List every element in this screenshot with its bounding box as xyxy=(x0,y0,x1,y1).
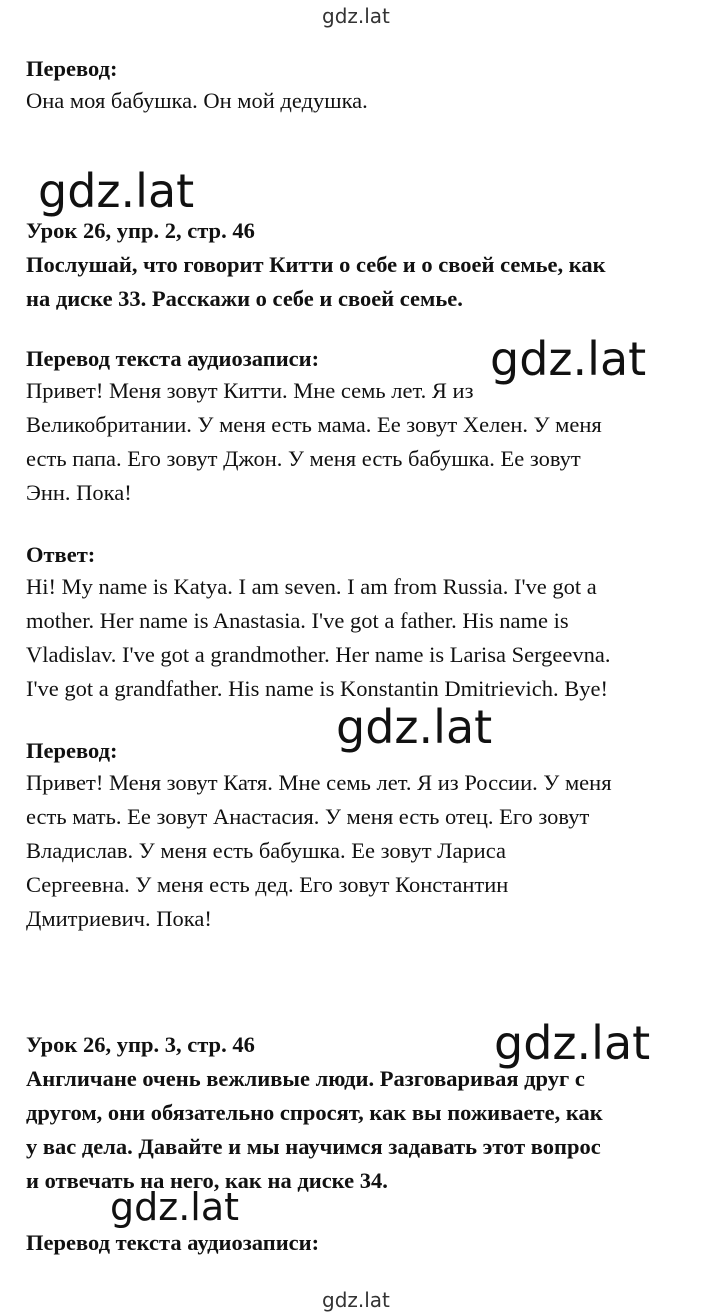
lesson2-translation-line: Владислав. У меня есть бабушка. Ее зовут Лариса xyxy=(26,838,506,863)
watermark-overlay: gdz.lat xyxy=(336,700,493,754)
lesson3-task-line: и отвечать на него, как на диске 34. xyxy=(26,1168,388,1193)
lesson2-translation-heading: Перевод: xyxy=(26,738,118,763)
lesson2-title: Урок 26, упр. 2, стр. 46 xyxy=(26,218,255,243)
lesson2-audio-heading: Перевод текста аудиозаписи: xyxy=(26,346,320,371)
lesson3-task-line: другом, они обязательно спросят, как вы поживаете, как xyxy=(26,1100,603,1125)
lesson3-task-line: у вас дела. Давайте и мы научимся задавать этот вопрос xyxy=(26,1134,601,1159)
lesson2-translation-line: есть мать. Ее зовут Анастасия. У меня есть отец. Его зовут xyxy=(26,804,590,829)
lesson2-task-line: Послушай, что говорит Китти о себе и о своей семье, как xyxy=(26,252,606,277)
lesson2-audio-line: Великобритании. У меня есть мама. Ее зовут Хелен. У меня xyxy=(26,412,602,437)
section1-heading: Перевод: xyxy=(26,56,118,81)
lesson2-answer-line: Vladislav. I've got a grandmother. Her name is Larisa Sergeevna. xyxy=(26,642,611,667)
watermark-top: gdz.lat xyxy=(322,4,390,28)
lesson2-translation-line: Привет! Меня зовут Катя. Мне семь лет. Я из России. У меня xyxy=(26,770,612,795)
watermark-overlay: gdz.lat xyxy=(38,164,195,218)
lesson2-answer-line: I've got a grandfather. His name is Konstantin Dmitrievich. Bye! xyxy=(26,676,609,701)
lesson2-translation-line: Сергеевна. У меня есть дед. Его зовут Константин xyxy=(26,872,509,897)
lesson3-audio-heading: Перевод текста аудиозаписи: xyxy=(26,1230,320,1255)
lesson3-title: Урок 26, упр. 3, стр. 46 xyxy=(26,1032,255,1057)
lesson2-answer-line: Hi! My name is Katya. I am seven. I am from Russia. I've got a xyxy=(26,574,597,599)
watermark-overlay: gdz.lat xyxy=(110,1185,240,1229)
lesson2-audio-line: есть папа. Его зовут Джон. У меня есть бабушка. Ее зовут xyxy=(26,446,581,471)
lesson2-task-line: на диске 33. Расскажи о себе и своей семье. xyxy=(26,286,463,311)
lesson2-answer-line: mother. Her name is Anastasia. I've got a father. His name is xyxy=(26,608,569,633)
watermark-bottom: gdz.lat xyxy=(322,1288,390,1312)
lesson2-audio-line: Привет! Меня зовут Китти. Мне семь лет. Я из xyxy=(26,378,474,403)
watermark-overlay: gdz.lat xyxy=(490,332,647,386)
lesson2-audio-line: Энн. Пока! xyxy=(26,480,132,505)
lesson3-task-line: Англичане очень вежливые люди. Разговаривая друг с xyxy=(26,1066,585,1091)
section1-line: Она моя бабушка. Он мой дедушка. xyxy=(26,88,368,113)
lesson2-answer-heading: Ответ: xyxy=(26,542,96,567)
lesson2-translation-line: Дмитриевич. Пока! xyxy=(26,906,212,931)
watermark-overlay: gdz.lat xyxy=(494,1016,651,1070)
